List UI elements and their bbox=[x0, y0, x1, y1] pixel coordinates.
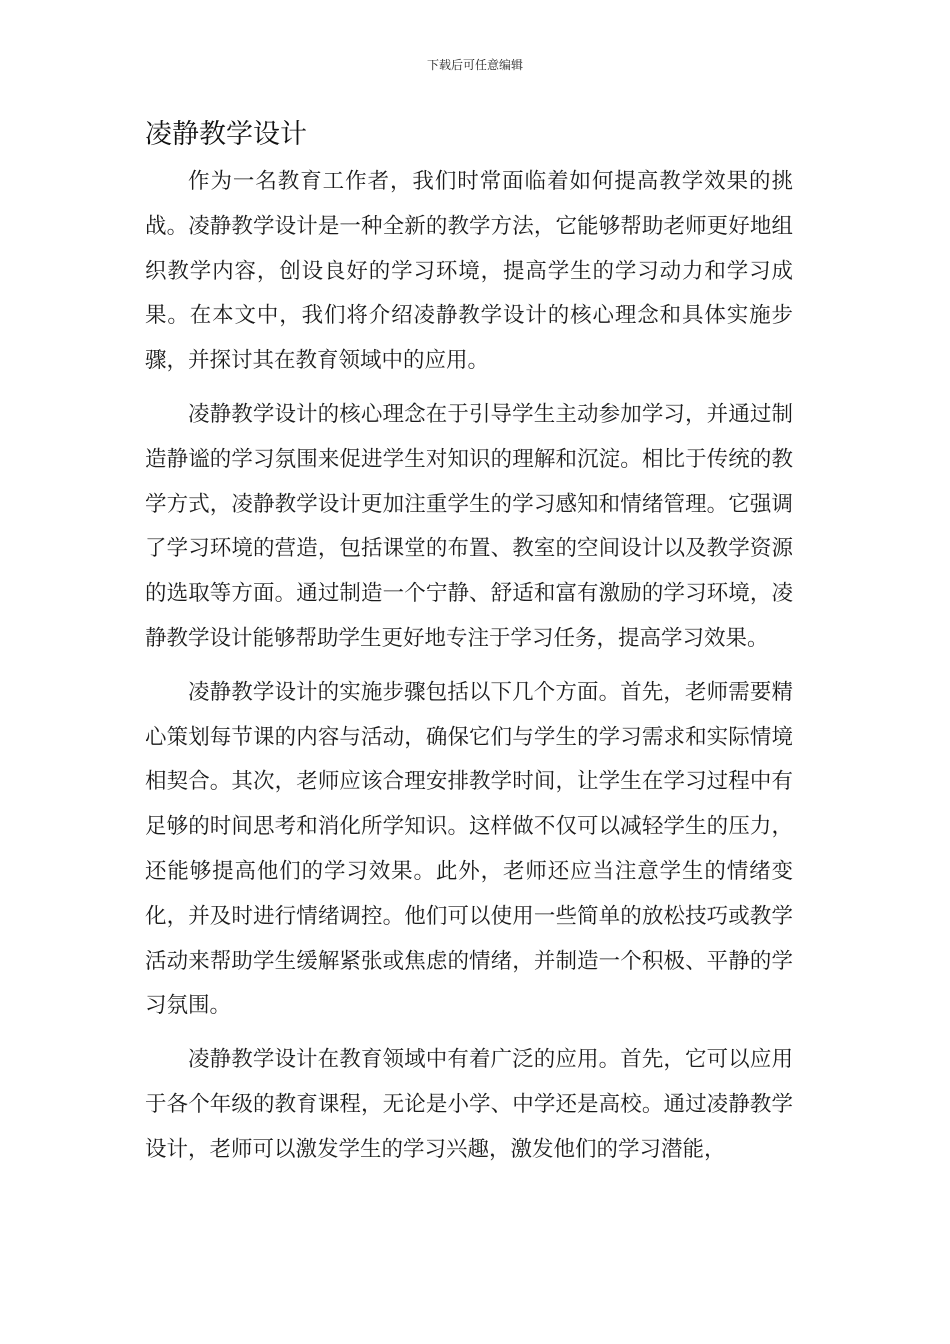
document-body bbox=[145, 160, 793, 1182]
paragraph-implementation: 凌静教学设计的实施步骤包括以下几个方面。首先，老师需要精心策划每节课的内容与活动，确保它们与学生的学习需求和实际情境相契合。其次，老师应该合理安排教学时间，让学生在学习过程中有足够的时间思考和消化所学知识。这样做不仅可以减轻学生的压力，还能够提高他们的学习效果。此外，老师还应当注意学生的情绪变化，并及时进行情绪调控。他们可以使用一些简单的放松技巧或教学活动来帮助学生缓解紧张或焦虑的情绪，并制造一个积极、平静的学习氛围。 bbox=[145, 679, 793, 1019]
paragraph-application: 凌静教学设计在教育领域中有着广泛的应用。首先，它可以应用于各个年级的教育课程，无论是小学、中学还是高校。通过凌静教学设计，老师可以激发学生的学习兴趣，激发他们的学习潜能， bbox=[145, 1047, 793, 1162]
paragraph-core-concept: 凌静教学设计的核心理念在于引导学生主动参加学习，并通过制造静谧的学习氛围来促进学生对知识的理解和沉淀。相比于传统的教学方式，凌静教学设计更加注重学生的学习感知和情绪管理。它强调了学习环境的营造，包括课堂的布置、教室的空间设计以及教学资源的选取等方面。通过制造一个宁静、舒适和富有激励的学习环境，凌静教学设计能够帮助学生更好地专注于学习任务，提高学习效果。 bbox=[145, 401, 793, 651]
paragraph-intro: 作为一名教育工作者，我们时常面临着如何提高教学效果的挑战。凌静教学设计是一种全新的教学方法，它能够帮助老师更好地组织教学内容，创设良好的学习环境，提高学生的学习动力和学习成果。在本文中，我们将介绍凌静教学设计的核心理念和具体实施步骤，并探讨其在教育领域中的应用。 bbox=[145, 169, 793, 374]
header-note: 下载后可任意编辑 bbox=[426, 58, 523, 72]
document-title: 凌静教学设计 bbox=[145, 119, 307, 150]
